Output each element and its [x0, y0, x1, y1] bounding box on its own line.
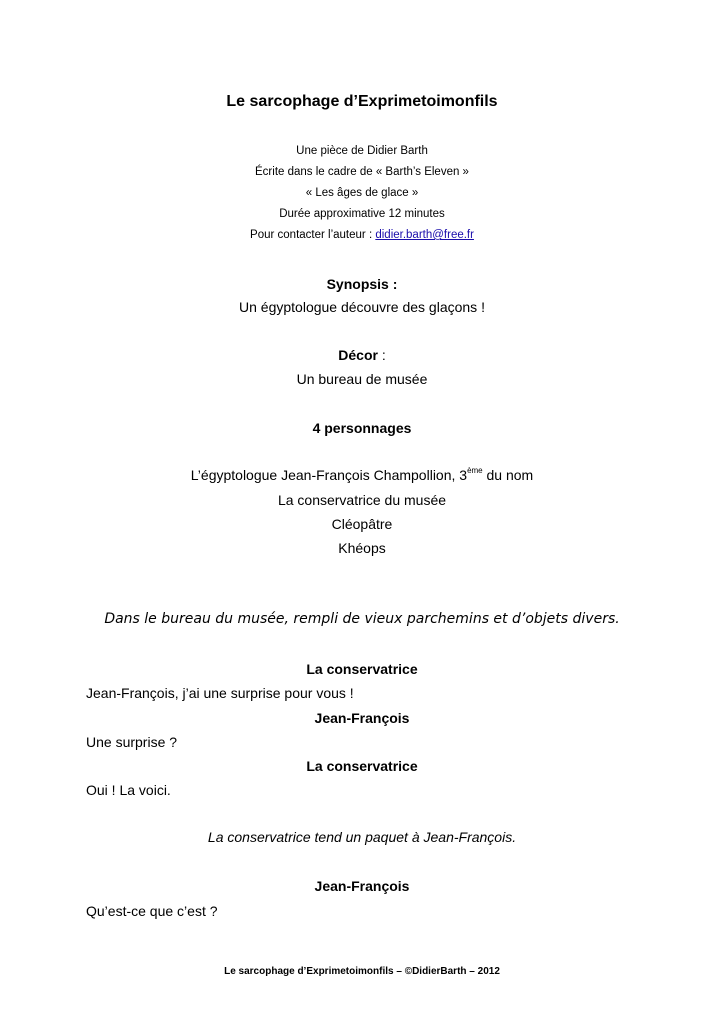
characters-heading: 4 personnages: [312, 420, 412, 436]
duration-line: Durée approximative 12 minutes: [279, 208, 445, 220]
speaker-name: Jean-François: [314, 878, 410, 894]
speaker-name: Jean-François: [314, 710, 410, 726]
stage-direction: La conservatrice tend un paquet à Jean-François.: [207, 829, 517, 845]
contact-label: Pour contacter l’auteur :: [250, 229, 376, 241]
decor-heading: Décor: [338, 347, 378, 363]
character-curator: La conservatrice du musée: [277, 492, 447, 508]
theme-line: « Les âges de glace »: [305, 187, 419, 199]
stage-direction: Dans le bureau du musée, rempli de vieux parchemins et d’objets divers.: [104, 611, 620, 627]
synopsis-text: Un égyptologue découvre des glaçons !: [239, 299, 485, 315]
dialogue-line: Qu’est-ce que c’est ?: [86, 903, 218, 919]
contact-email-link[interactable]: didier.barth@free.fr: [375, 229, 474, 241]
dialogue-line: Une surprise ?: [86, 734, 178, 750]
speaker-name: La conservatrice: [306, 758, 418, 774]
context-line: Écrite dans le cadre de « Barth’s Eleven »: [255, 166, 469, 178]
character-egyptologist: [0, 467, 724, 483]
character-1-superscript: ème: [467, 466, 483, 475]
synopsis-heading: Synopsis :: [326, 276, 398, 292]
dialogue-line: Oui ! La voici.: [86, 782, 171, 798]
decor-heading-line: [0, 347, 724, 363]
contact-line: [0, 229, 724, 241]
decor-text: Un bureau de musée: [296, 371, 428, 387]
document-title: Le sarcophage d’Exprimetoimonfils: [226, 93, 498, 110]
speaker-name: La conservatrice: [306, 661, 418, 677]
character-kheops: Khéops: [338, 540, 386, 556]
page-footer: Le sarcophage d’Exprimetoimonfils – ©DidierBarth – 2012: [224, 966, 500, 977]
dialogue-line: Jean-François, j’ai une surprise pour vous !: [86, 685, 354, 701]
character-cleopatra: Cléopâtre: [331, 516, 393, 532]
character-1-suffix: du nom: [482, 467, 534, 483]
character-1-name: L’égyptologue Jean-François Champollion, 3: [190, 467, 468, 483]
author-line: Une pièce de Didier Barth: [296, 145, 428, 157]
decor-colon: :: [377, 347, 386, 363]
